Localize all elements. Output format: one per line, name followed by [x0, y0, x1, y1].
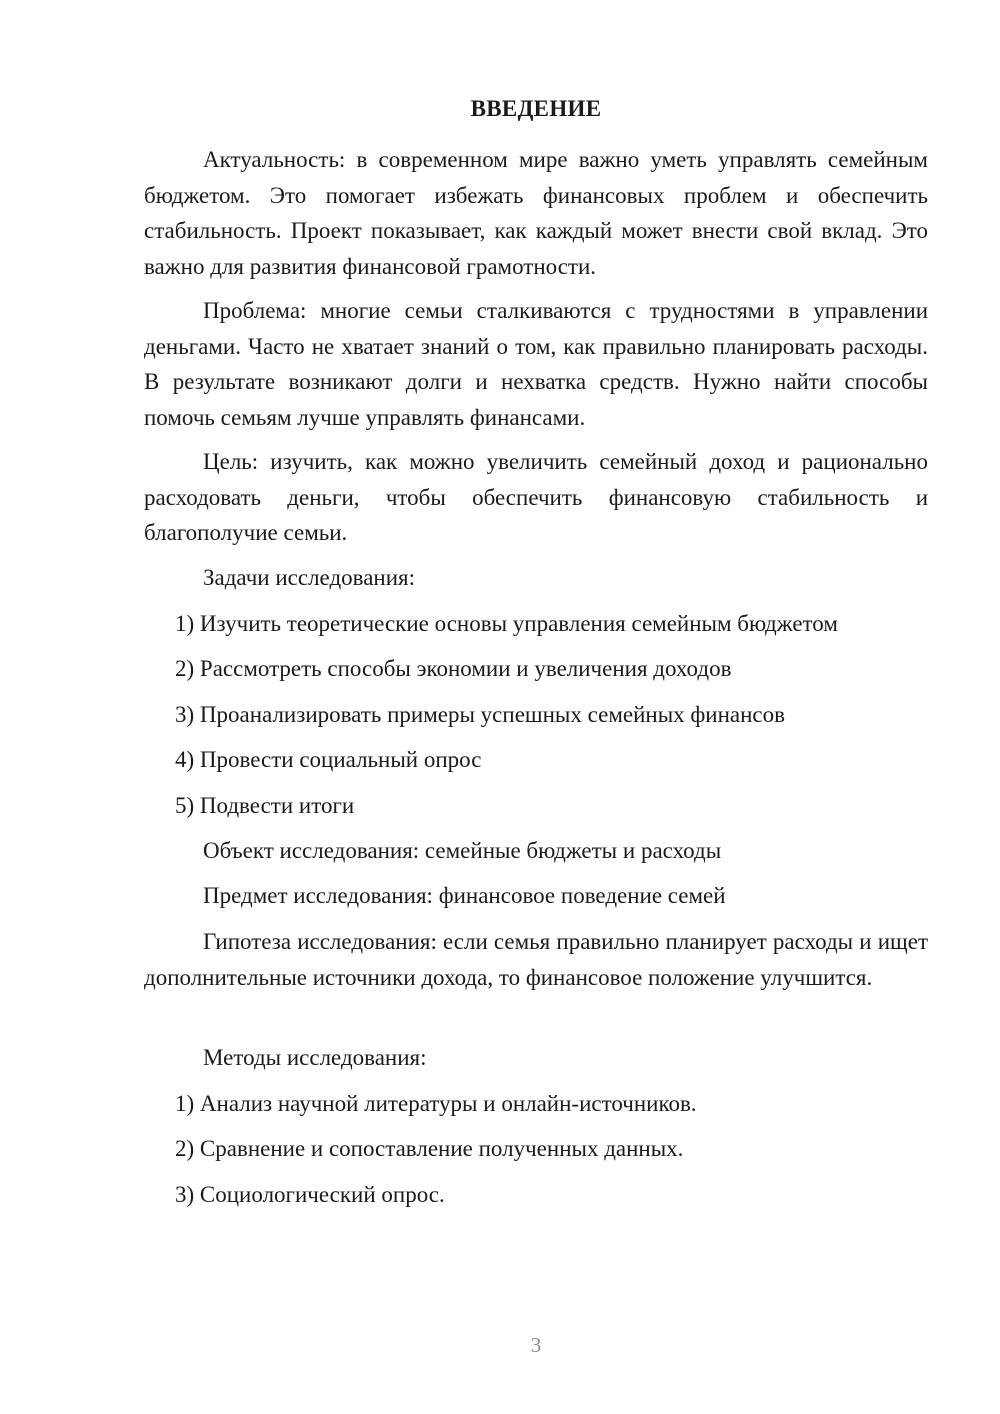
hypothesis-paragraph: Гипотеза исследования: если семья правильно планирует расходы и ищет дополнительные источники дохода, то финансовое положение улучшится.	[144, 929, 928, 990]
research-subject: Предмет исследования: финансовое поведение семей	[203, 883, 726, 908]
task-item: 1) Изучить теоретические основы управления семейным бюджетом	[175, 611, 838, 636]
method-item: 1) Анализ научной литературы и онлайн-источников.	[175, 1091, 697, 1116]
goal-paragraph: Цель: изучить, как можно увеличить семейный доход и рационально расходовать деньги, чтобы обеспечить финансовую стабильность и благополучие семьи.	[144, 449, 928, 545]
task-item: 5) Подвести итоги	[175, 793, 355, 818]
hypothesis-paragraph-block	[144, 924, 928, 995]
method-item: 3) Социологический опрос.	[175, 1182, 445, 1207]
task-item: 4) Провести социальный опрос	[175, 747, 482, 772]
task-item: 3) Проанализировать примеры успешных семейных финансов	[175, 702, 786, 727]
relevance-paragraph: Актуальность: в современном мире важно уметь управлять семейным бюджетом. Это помогает избежать финансовых проблем и обеспечить стабильность. Проект показывает, как каждый может внести свой вклад. Это важно для развития финансовой грамотности.	[144, 147, 928, 279]
goal-paragraph-block	[144, 444, 928, 551]
problem-paragraph: Проблема: многие семьи сталкиваются с трудностями в управлении деньгами. Часто не хватает знаний о том, как правильно планировать расходы. В результате возникают долги и нехватка средств. Нужно найти способы помочь семьям лучше управлять финансами.	[144, 298, 928, 430]
research-object: Объект исследования: семейные бюджеты и расходы	[203, 838, 722, 863]
task-item: 2) Рассмотреть способы экономии и увеличения доходов	[175, 656, 732, 681]
method-item: 2) Сравнение и сопоставление полученных данных.	[175, 1136, 684, 1161]
problem-paragraph-block	[144, 293, 928, 435]
page-number: 3	[530, 1333, 542, 1357]
section-title: ВВЕДЕНИЕ	[470, 96, 602, 121]
tasks-heading: Задачи исследования:	[203, 565, 416, 590]
methods-heading: Методы исследования:	[203, 1045, 427, 1070]
relevance-paragraph-block	[144, 142, 928, 284]
